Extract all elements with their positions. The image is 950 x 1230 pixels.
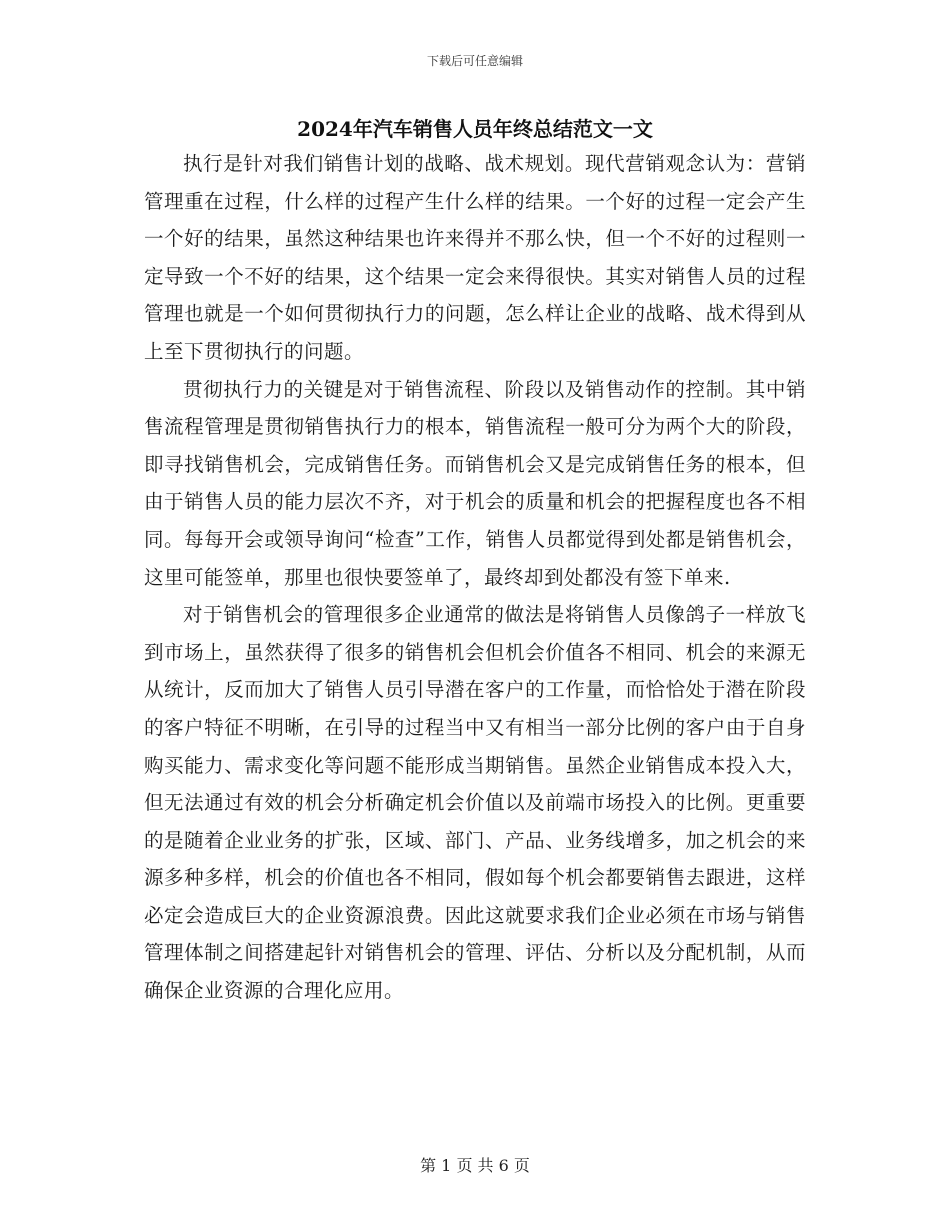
paragraph-1: 执行是针对我们销售计划的战略、战术规划。现代营销观念认为：营销管理重在过程，什么样的过程产生什么样的结果。一个好的过程一定会产生一个好的结果，虽然这种结果也许来得并不那么快，但一个不好的过程则一定导致一个不好的结果，这个结果一定会来得很快。其实对销售人员的过程管理也就是一个如何贯彻执行力的问题，怎么样让企业的战略、战术得到从上至下贯彻执行的问题。 (144, 152, 806, 363)
page-header-note: 下载后可任意编辑 (426, 54, 523, 68)
paragraph-2: 贯彻执行力的关键是对于销售流程、阶段以及销售动作的控制。其中销售流程管理是贯彻销售执行力的根本，销售流程一般可分为两个大的阶段，即寻找销售机会，完成销售任务。而销售机会又是完成销售任务的根本，但由于销售人员的能力层次不齐，对于机会的质量和机会的把握程度也各不相同。每每开会或领导询问“检查”工作，销售人员都觉得到处都是销售机会，这里可能签单，那里也很快要签单了，最终却到处都没有签下单来. (144, 377, 806, 589)
document-title: 2024年汽车销售人员年终总结范文一文 (297, 117, 653, 141)
paragraph-3: 对于销售机会的管理很多企业通常的做法是将销售人员像鸽子一样放飞到市场上，虽然获得了很多的销售机会但机会价值各不相同、机会的来源无从统计，反而加大了销售人员引导潜在客户的工作量，而恰恰处于潜在阶段的客户特征不明晰，在引导的过程当中又有相当一部分比例的客户由于自身购买能力、需求变化等问题不能形成当期销售。虽然企业销售成本投入大，但无法通过有效的机会分析确定机会价值以及前端市场投入的比例。更重要的是随着企业业务的扩张，区域、部门、产品、业务线增多，加之机会的来源多种多样，机会的价值也各不相同，假如每个机会都要销售去跟进，这样必定会造成巨大的企业资源浪费。因此这就要求我们企业必须在市场与销售管理体制之间搭建起针对销售机会的管理、评估、分析以及分配机制，从而确保企业资源的合理化应用。 (144, 603, 806, 1003)
document-body (144, 145, 806, 1010)
page-number: 第 1 页 共 6 页 (420, 1156, 530, 1175)
